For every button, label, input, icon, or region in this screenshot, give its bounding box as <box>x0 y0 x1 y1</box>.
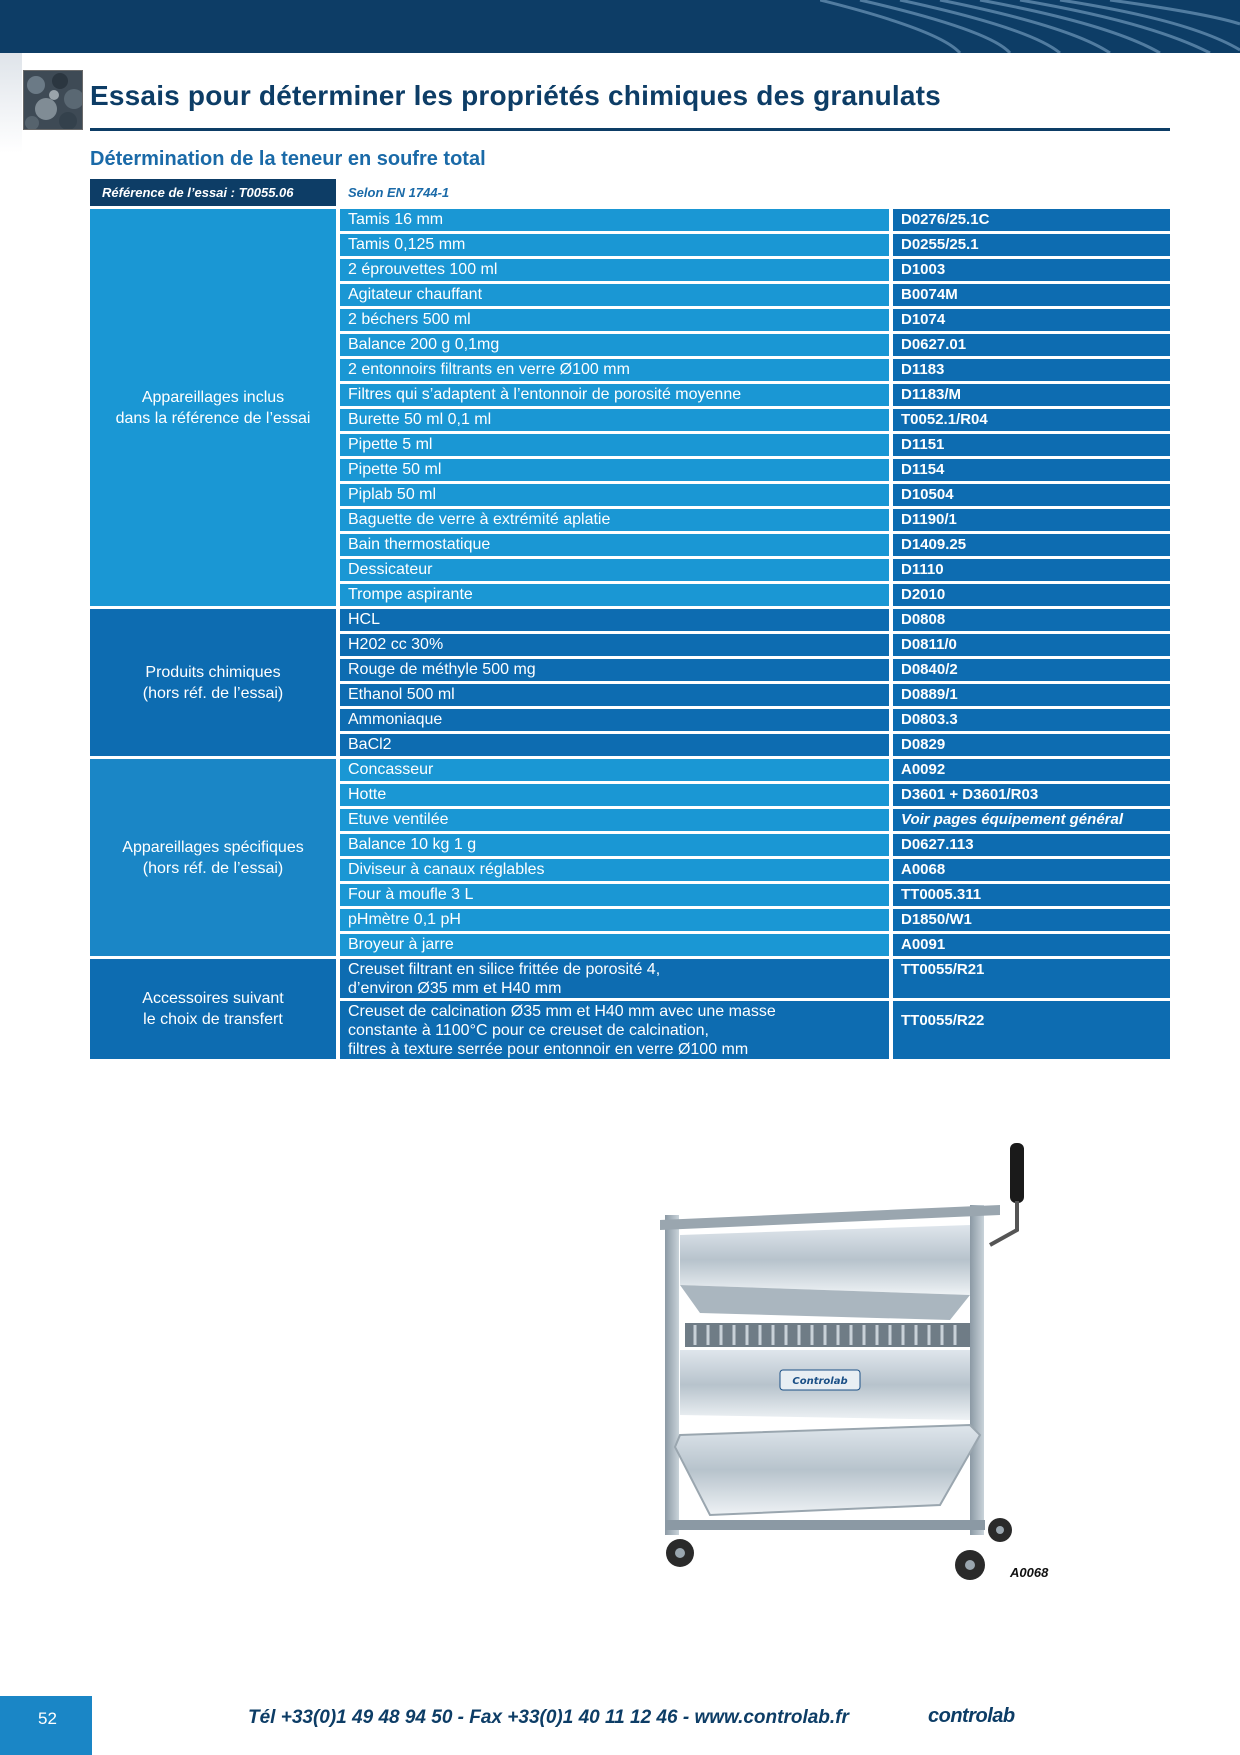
table-row <box>340 684 1170 706</box>
group-label-line1: Appareillages spécifiques <box>122 838 304 856</box>
item-name: 2 béchers 500 ml <box>340 309 889 331</box>
item-name <box>340 959 889 998</box>
item-code: D1151 <box>893 434 1170 456</box>
footer-contact: Tél +33(0)1 49 48 94 50 - Fax +33(0)1 40 11 12 46 - www.controlab.fr <box>248 1707 849 1728</box>
item-code: D0255/25.1 <box>893 234 1170 256</box>
item-name: Broyeur à jarre <box>340 934 889 956</box>
group-label <box>90 209 336 606</box>
table-row <box>340 534 1170 556</box>
item-code: D3601 + D3601/R03 <box>893 784 1170 806</box>
item-code: D1154 <box>893 459 1170 481</box>
item-name <box>340 1001 889 1059</box>
item-code: D0829 <box>893 734 1170 756</box>
item-code: D0803.3 <box>893 709 1170 731</box>
table-row <box>340 259 1170 281</box>
item-code: A0092 <box>893 759 1170 781</box>
item-name: Concasseur <box>340 759 889 781</box>
table-row <box>340 584 1170 606</box>
table-row <box>340 834 1170 856</box>
group-label-line1: Appareillages inclus <box>141 388 285 406</box>
item-code <box>893 1001 1170 1059</box>
item-name: Balance 200 g 0,1mg <box>340 334 889 356</box>
equipment-table <box>90 209 1170 1062</box>
receiving-pan <box>675 1425 980 1515</box>
item-name: Balance 10 kg 1 g <box>340 834 889 856</box>
riffle-chutes <box>685 1323 970 1347</box>
item-name-line: Creuset de calcination Ø35 mm et H40 mm avec une masse <box>348 1003 776 1020</box>
item-code: D0627.01 <box>893 334 1170 356</box>
group-included-equipment <box>90 209 1170 606</box>
item-code: Voir pages équipement général <box>893 809 1170 831</box>
group-label-line2: (hors réf. de l’essai) <box>142 684 284 702</box>
table-row <box>340 359 1170 381</box>
frame-post-right <box>970 1205 984 1535</box>
header-band <box>0 0 1240 53</box>
item-name: HCL <box>340 609 889 631</box>
group-label-line2: (hors réf. de l’essai) <box>142 859 284 877</box>
header-wave-decoration <box>820 0 1240 53</box>
item-code: D0840/2 <box>893 659 1170 681</box>
table-row <box>340 484 1170 506</box>
item-code: D0808 <box>893 609 1170 631</box>
group-label-line2: dans la référence de l’essai <box>115 409 311 427</box>
item-name: Piplab 50 ml <box>340 484 889 506</box>
table-row <box>340 709 1170 731</box>
item-code: D10504 <box>893 484 1170 506</box>
table-row <box>340 909 1170 931</box>
item-name-line: d’environ Ø35 mm et H40 mm <box>348 980 562 997</box>
table-row <box>340 934 1170 956</box>
table-row <box>340 659 1170 681</box>
item-code: D1190/1 <box>893 509 1170 531</box>
table-row <box>340 309 1170 331</box>
footer-logo: controlab <box>928 1705 1015 1727</box>
table-row <box>340 759 1170 781</box>
group-label <box>90 759 336 956</box>
item-name: Tamis 0,125 mm <box>340 234 889 256</box>
item-name: Ammoniaque <box>340 709 889 731</box>
group-chemicals <box>90 609 1170 756</box>
page-title: Essais pour déterminer les propriétés chimiques des granulats <box>90 80 941 111</box>
item-code: D0627.113 <box>893 834 1170 856</box>
item-code: D0276/25.1C <box>893 209 1170 231</box>
test-reference: Référence de l’essai : T0055.06 <box>90 179 336 206</box>
item-name: Baguette de verre à extrémité aplatie <box>340 509 889 531</box>
item-name: Hotte <box>340 784 889 806</box>
item-name: Pipette 50 ml <box>340 459 889 481</box>
item-name: BaCl2 <box>340 734 889 756</box>
item-code: D1074 <box>893 309 1170 331</box>
item-code: D1110 <box>893 559 1170 581</box>
item-name: Tamis 16 mm <box>340 209 889 231</box>
item-name: H202 cc 30% <box>340 634 889 656</box>
title-divider <box>90 128 1170 131</box>
table-row <box>340 734 1170 756</box>
table-row <box>340 559 1170 581</box>
item-name: Etuve ventilée <box>340 809 889 831</box>
item-code: D1850/W1 <box>893 909 1170 931</box>
table-row <box>340 609 1170 631</box>
group-label-line2: le choix de transfert <box>143 1011 283 1028</box>
group-label <box>90 959 336 1059</box>
item-code: D0889/1 <box>893 684 1170 706</box>
table-row <box>340 859 1170 881</box>
crank-handle-grip <box>1010 1143 1024 1203</box>
item-name: Agitateur chauffant <box>340 284 889 306</box>
side-fade <box>0 53 22 153</box>
item-code: D0811/0 <box>893 634 1170 656</box>
table-row <box>340 234 1170 256</box>
table-row <box>340 1001 1170 1059</box>
group-specific-equipment <box>90 759 1170 956</box>
item-name: Burette 50 ml 0,1 ml <box>340 409 889 431</box>
item-name: Four à moufle 3 L <box>340 884 889 906</box>
item-name: 2 entonnoirs filtrants en verre Ø100 mm <box>340 359 889 381</box>
item-name: Trompe aspirante <box>340 584 889 606</box>
item-code: D1409.25 <box>893 534 1170 556</box>
item-code: TT0005.311 <box>893 884 1170 906</box>
section-title: Détermination de la teneur en soufre total <box>90 148 486 170</box>
granulat-thumbnail <box>23 70 83 130</box>
table-row <box>340 959 1170 998</box>
group-label-line1: Accessoires suivant <box>142 990 284 1007</box>
item-name: Diviseur à canaux réglables <box>340 859 889 881</box>
table-row <box>340 459 1170 481</box>
item-code: D1003 <box>893 259 1170 281</box>
item-name: Pipette 5 ml <box>340 434 889 456</box>
table-row <box>340 809 1170 831</box>
table-row <box>340 784 1170 806</box>
base-frame <box>665 1520 985 1530</box>
item-code: TT0055/R21 <box>893 959 1170 998</box>
item-name-line: constante à 1100°C pour ce creuset de calcination, <box>348 1022 709 1039</box>
sample-divider-illustration <box>640 1135 1050 1595</box>
group-accessories <box>90 959 1170 1059</box>
table-row <box>340 384 1170 406</box>
table-row <box>340 409 1170 431</box>
table-row <box>340 509 1170 531</box>
table-row <box>340 434 1170 456</box>
item-code: T0052.1/R04 <box>893 409 1170 431</box>
item-code: D1183/M <box>893 384 1170 406</box>
group-label-line1: Produits chimiques <box>145 663 281 681</box>
table-row <box>340 884 1170 906</box>
item-code: D2010 <box>893 584 1170 606</box>
item-code: B0074M <box>893 284 1170 306</box>
item-name: Bain thermostatique <box>340 534 889 556</box>
item-name: pHmètre 0,1 pH <box>340 909 889 931</box>
group-label <box>90 609 336 756</box>
item-code: D1183 <box>893 359 1170 381</box>
table-row <box>340 284 1170 306</box>
item-code-text: TT0055/R22 <box>901 1012 985 1029</box>
item-code: A0068 <box>893 859 1170 881</box>
item-code: A0091 <box>893 934 1170 956</box>
item-name: Rouge de méthyle 500 mg <box>340 659 889 681</box>
brand-plate-text: Controlab <box>792 1376 848 1387</box>
item-name: 2 éprouvettes 100 ml <box>340 259 889 281</box>
item-name-line: filtres à texture serrée pour entonnoir en verre Ø100 mm <box>348 1041 749 1058</box>
page-number: 52 <box>38 1709 57 1728</box>
product-code-label: A0068 <box>1010 1565 1049 1580</box>
item-name: Ethanol 500 ml <box>340 684 889 706</box>
item-name: Dessicateur <box>340 559 889 581</box>
table-row <box>340 209 1170 231</box>
test-norm: Selon EN 1744-1 <box>348 185 450 200</box>
item-name: Filtres qui s’adaptent à l’entonnoir de porosité moyenne <box>340 384 889 406</box>
upper-hopper <box>680 1225 970 1295</box>
frame-post-left <box>665 1215 679 1535</box>
table-row <box>340 334 1170 356</box>
item-name-line: Creuset filtrant en silice frittée de porosité 4, <box>348 961 661 978</box>
table-row <box>340 634 1170 656</box>
